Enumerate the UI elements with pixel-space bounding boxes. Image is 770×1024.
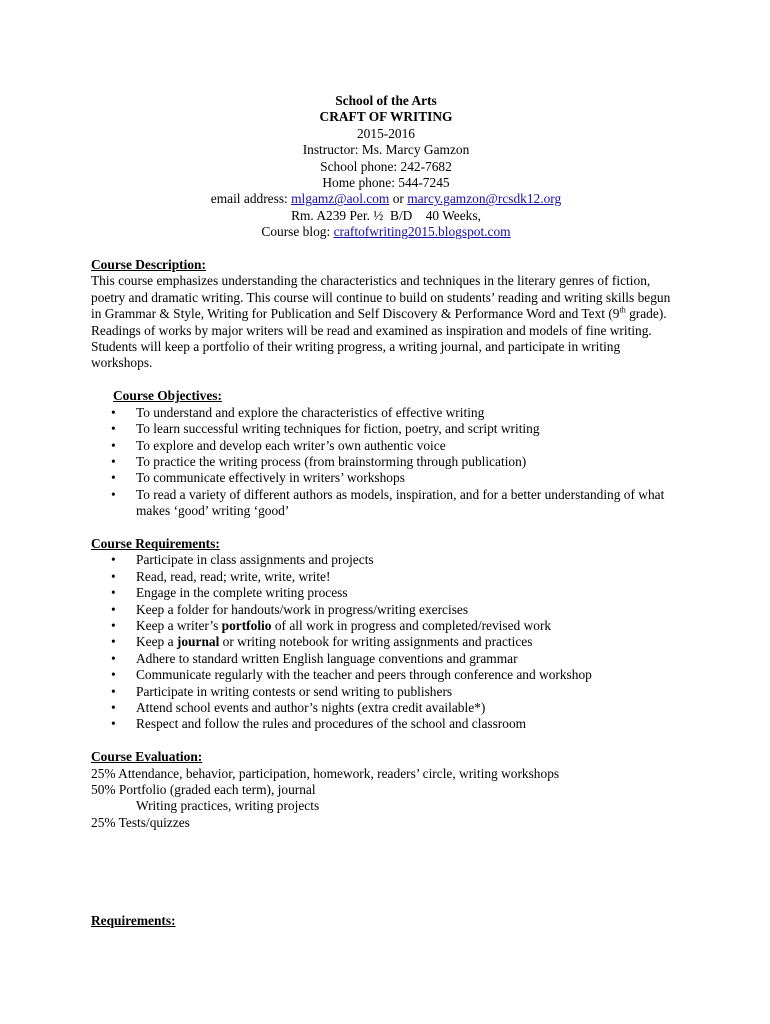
blog-line [91,224,681,240]
email-link-school[interactable]: marcy.gamzon@rcsdk12.org [407,191,562,207]
list-item: • To communicate effectively in writers’ workshops [111,470,405,486]
course-header [91,93,681,241]
bullet-icon: • [111,650,116,666]
list-item: • Communicate regularly with the teacher and peers through conference and workshop [111,667,592,683]
bullet-icon: • [111,421,116,437]
home-phone: Home phone: 544-7245 [322,175,450,191]
requirements-footer-section [91,913,681,929]
email-link-aol[interactable]: mlgamz@aol.com [291,191,390,207]
bullet-icon: • [111,552,116,568]
school-phone: School phone: 242-7682 [320,158,452,174]
bullet-icon: • [111,667,116,683]
course-evaluation-section [91,749,681,831]
requirements-heading: Course Requirements: [91,535,220,551]
list-item: • Attend school events and author’s nights (extra credit available*) [111,699,486,715]
description-text: This course emphasizes understanding the characteristics and techniques in the literary genres of fiction, poetry and dramatic writing. This course will continue to build on students’ reading and writing skills begun in Grammar & Style, Writing for Publication and Self Discovery & Performance Word and Text (9th grade). Readings of works by major writers will be read and examined as inspiration and models of fine writing. Students will keep a portfolio of their writing progress, a writing journal, and participate in writing workshops. [91,273,671,371]
list-item: • To read a variety of different authors as models, inspiration, and for a better understanding of what makes ‘good’ writing ‘good’ [111,486,665,519]
evaluation-line: 25% Tests/quizzes [91,814,190,830]
bold-journal: journal [176,634,220,650]
course-description-section [91,257,681,372]
email-line [91,191,681,207]
list-item: • To understand and explore the characteristics of effective writing [111,404,485,420]
bullet-icon: • [111,634,116,650]
blog-label: Course blog: [261,224,334,240]
list-item: • Engage in the complete writing process [111,585,348,601]
list-item: • Adhere to standard written English language conventions and grammar [111,650,518,666]
list-item: • Keep a folder for handouts/work in progress/writing exercises [111,601,469,617]
bullet-icon: • [111,617,116,633]
bullet-icon: • [111,683,116,699]
email-or: or [389,191,408,207]
bullet-icon: • [111,568,116,584]
list-item: • Participate in class assignments and projects [111,552,374,568]
bullet-icon: • [111,437,116,453]
bullet-icon: • [111,601,116,617]
superscript-th: th [619,305,626,315]
blog-link[interactable]: craftofwriting2015.blogspot.com [333,224,511,240]
bullet-icon: • [111,404,116,420]
course-requirements-section [91,536,681,733]
evaluation-subline: Writing practices, writing projects [136,798,320,814]
bullet-icon: • [111,486,116,502]
email-label: email address: [210,191,292,207]
bullet-icon: • [111,699,116,715]
room-info: Rm. A239 Per. ½ B/D 40 Weeks, [291,207,481,223]
bullet-icon: • [111,716,116,732]
document-page [91,93,681,930]
course-title: CRAFT OF WRITING [319,109,453,125]
list-item: • Participate in writing contests or send writing to publishers [111,683,453,699]
bullet-icon: • [111,585,116,601]
course-objectives-section [91,388,681,519]
list-item: • Keep a journal or writing notebook for writing assignments and practices [111,634,533,650]
instructor: Instructor: Ms. Marcy Gamzon [302,142,470,158]
school-name: School of the Arts [335,93,437,108]
list-item: • To practice the writing process (from brainstorming through publication) [111,453,527,469]
requirements-list [91,552,681,732]
requirements2-heading: Requirements: [91,913,176,929]
evaluation-line: 50% Portfolio (graded each term), journal [91,782,316,797]
list-item: • To learn successful writing techniques for fiction, poetry, and script writing [111,421,540,437]
evaluation-line: 25% Attendance, behavior, participation, homework, readers’ circle, writing workshops [91,765,560,781]
objectives-heading: Course Objectives: [113,388,222,404]
bold-portfolio: portfolio [221,617,272,633]
bullet-icon: • [111,453,116,469]
list-item: • Keep a writer’s portfolio of all work in progress and completed/revised work [111,617,552,633]
bullet-icon: • [111,470,116,486]
list-item: • Respect and follow the rules and procedures of the school and classroom [111,716,527,732]
evaluation-heading: Course Evaluation: [91,749,203,765]
description-heading: Course Description: [91,257,206,273]
objectives-list [91,405,681,520]
school-year: 2015-2016 [356,125,416,141]
list-item: • Read, read, read; write, write, write! [111,568,331,584]
list-item: • To explore and develop each writer’s own authentic voice [111,437,446,453]
